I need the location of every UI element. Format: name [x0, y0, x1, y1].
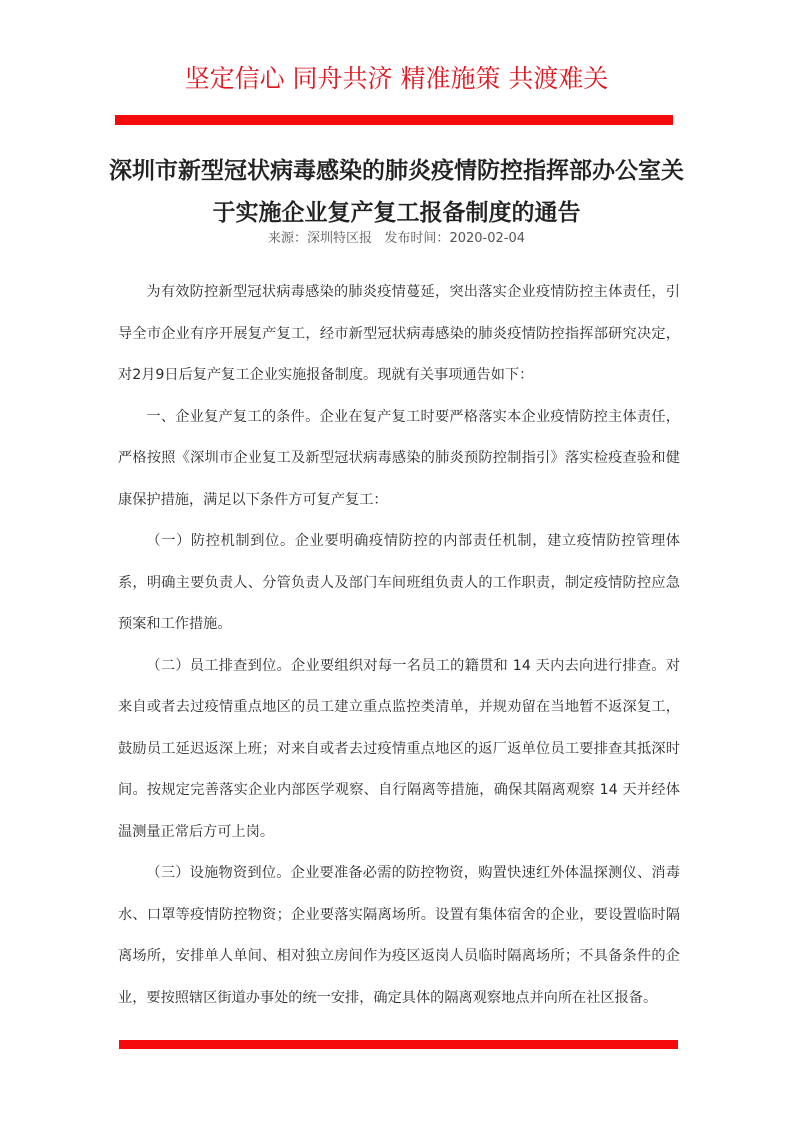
article-title: 深圳市新型冠状病毒感染的肺炎疫情防控指挥部办公室关于实施企业复产复工报备制度的通告: [109, 158, 684, 226]
article-body: [118, 272, 680, 1019]
paragraph-item-3: （三）设施物资到位。企业要准备必需的防控物资，购置快速红外体温探测仪、消毒水、口罩等疫情防控物资；企业要落实隔离场所。设置有集体宿舍的企业，要设置临时隔离场所，安排单人单间、相对独立房间作为疫区返岗人员临时隔离场所；不具备条件的企业，要按照辖区街道办事处的统一安排，确定具体的隔离观察地点并向所在社区报备。: [118, 865, 680, 1006]
paragraph-section-1: 一、企业复产复工的条件。企业在复产复工时要严格落实本企业疫情防控主体责任，严格按照《深圳市企业复工及新型冠状病毒感染的肺炎预防控制指引》落实检疫查验和健康保护措施，满足以下条件方可复产复工：: [118, 408, 680, 508]
bottom-red-divider: [119, 1040, 678, 1049]
paragraph-item-2: （二）员工排查到位。企业要组织对每一名员工的籍贯和 14 天内去向进行排查。对来自或者去过疫情重点地区的员工建立重点监控类清单，并规劝留在当地暂不返深复工，鼓励员工延迟返深上班；对来自或者去过疫情重点地区的返厂返单位员工要排查其抵深时间。按规定完善落实企业内部医学观察、自行隔离等措施，确保其隔离观察 14 天并经体温测量正常后方可上岗。: [118, 657, 680, 840]
published-date: 2020-02-04: [449, 231, 525, 246]
slogan-banner: 坚定信心 同舟共济 精准施策 共渡难关: [184, 64, 609, 93]
article-meta: [0, 230, 793, 248]
paragraph-item-1: （一）防控机制到位。企业要明确疫情防控的内部责任机制，建立疫情防控管理体系，明确主要负责人、分管负责人及部门车间班组负责人的工作职责，制定疫情防控应急预案和工作措施。: [118, 533, 680, 632]
published-label: 发布时间：: [384, 231, 450, 246]
paragraph-intro: 为有效防控新型冠状病毒感染的肺炎疫情蔓延，突出落实企业疫情防控主体责任，引导全市企业有序开展复产复工，经市新型冠状病毒感染的肺炎疫情防控指挥部研究决定，对2月9日后复产复工企业实施报备制度。现就有关事项通告如下：: [118, 284, 680, 383]
top-red-divider: [115, 115, 673, 125]
source-value: 深圳特区报: [307, 231, 373, 246]
source-label: 来源：: [267, 231, 307, 246]
